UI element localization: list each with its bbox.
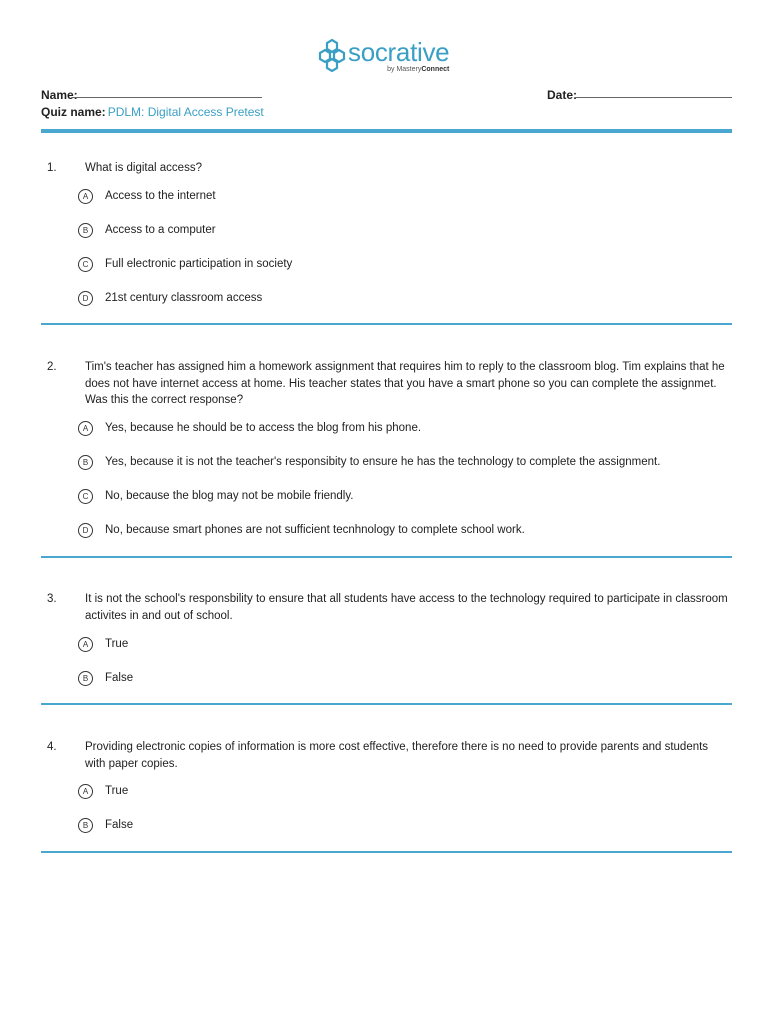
answer-bubble[interactable]: B xyxy=(78,223,93,238)
quiz-name-label: Quiz name: xyxy=(41,105,106,119)
question-number: 4. xyxy=(47,741,57,753)
question-number: 1. xyxy=(47,162,57,174)
quiz-name-row xyxy=(41,105,264,119)
answer-bubble[interactable]: A xyxy=(78,421,93,436)
answer-bubble[interactable]: A xyxy=(78,784,93,799)
question-divider xyxy=(41,851,732,853)
answer-bubble[interactable]: A xyxy=(78,189,93,204)
choice-text: Full electronic participation in society xyxy=(105,257,293,270)
choice-b[interactable] xyxy=(78,670,133,686)
choice-d[interactable] xyxy=(78,290,262,306)
brand-byline: by MasteryConnect xyxy=(387,66,450,73)
choice-c[interactable] xyxy=(78,256,292,272)
answer-bubble[interactable]: A xyxy=(78,637,93,652)
choice-b[interactable] xyxy=(78,817,133,833)
name-field-line[interactable] xyxy=(73,97,262,98)
choice-text: Access to a computer xyxy=(105,223,216,236)
question-number: 3. xyxy=(47,593,57,605)
choice-text: Access to the internet xyxy=(105,189,216,202)
choice-a[interactable] xyxy=(78,188,216,204)
date-field-line[interactable] xyxy=(575,97,732,98)
question-divider xyxy=(41,556,732,558)
choice-text: Yes, because he should be to access the blog from his phone. xyxy=(105,421,422,434)
question-text: What is digital access? xyxy=(85,162,202,174)
question-text: Tim's teacher has assigned him a homework assignment that requires him to reply to the classroom blog. Tim explains that he does not have internet access at home. His teacher states that you have a smart phone so you can complete the assignmet. Was this the correct response? xyxy=(85,361,725,406)
choice-text: No, because the blog may not be mobile friendly. xyxy=(105,489,354,502)
question-divider xyxy=(41,703,732,705)
choice-text: Yes, because it is not the teacher's responsibity to ensure he has the technology to complete the assignment. xyxy=(105,455,661,468)
socrative-logo xyxy=(317,38,449,73)
answer-bubble[interactable]: D xyxy=(78,523,93,538)
choice-b[interactable] xyxy=(78,222,216,238)
choice-c[interactable] xyxy=(78,488,353,504)
choice-text: True xyxy=(105,637,129,650)
answer-bubble[interactable]: D xyxy=(78,291,93,306)
question-divider xyxy=(41,323,732,325)
choice-text: False xyxy=(105,671,134,684)
date-label: Date: xyxy=(547,88,578,102)
brand-name: socrative xyxy=(348,37,450,67)
answer-bubble[interactable]: B xyxy=(78,455,93,470)
answer-bubble[interactable]: B xyxy=(78,818,93,833)
choice-a[interactable] xyxy=(78,420,421,436)
choice-text: 21st century classroom access xyxy=(105,291,263,304)
choice-a[interactable] xyxy=(78,783,128,799)
answer-bubble[interactable]: B xyxy=(78,671,93,686)
choice-text: No, because smart phones are not sufficient tecnhnology to complete school work. xyxy=(105,523,525,536)
hexagon-cluster-icon xyxy=(317,38,347,72)
question-number: 2. xyxy=(47,361,57,373)
choice-text: True xyxy=(105,784,129,797)
choice-a[interactable] xyxy=(78,636,128,652)
question-text: It is not the school's responsbility to ensure that all students have access to the technology required to participate in classroom activites in and out of school. xyxy=(85,593,728,622)
question-text: Providing electronic copies of information is more cost effective, therefore there is no need to provide parents and students with paper copies. xyxy=(85,741,709,770)
header-divider xyxy=(41,129,732,133)
choice-d[interactable] xyxy=(78,522,525,538)
choice-b[interactable] xyxy=(78,454,660,470)
answer-bubble[interactable]: C xyxy=(78,489,93,504)
name-label: Name: xyxy=(41,88,78,102)
choice-text: False xyxy=(105,818,134,831)
answer-bubble[interactable]: C xyxy=(78,257,93,272)
quiz-name-value: PDLM: Digital Access Pretest xyxy=(107,105,264,119)
